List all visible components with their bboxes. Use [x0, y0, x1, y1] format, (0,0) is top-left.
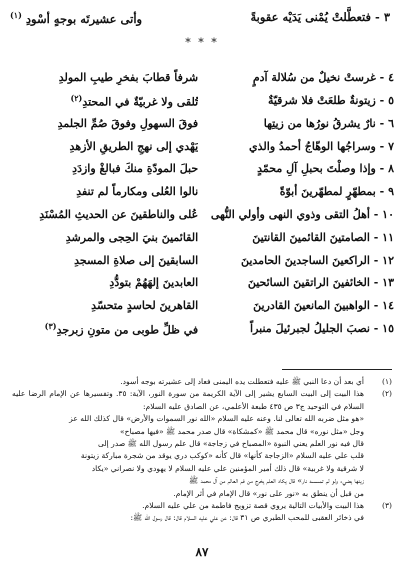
footnote-continuation: لا شرقية ولا غربية» قال ذلك أمير المؤمنين علي عليه السلام لا يهودي ولا نصراني «يكاد — [91, 463, 364, 473]
verse-second-hemistich — [10, 273, 198, 292]
footnote-text: هذا البيت والأبيات التالية يروي قصة تزويج فاطمة من علي عليه السلام. — [142, 501, 364, 511]
verse-second-hemistich — [10, 205, 198, 224]
verse-second-text: شرفاً قطابَ بفخرِ طيبِ المولدِ — [58, 71, 199, 85]
verse-second-text: العابدينَ إلهَهُمْ بتودُّدِ — [109, 276, 199, 290]
verse-second-text: حبلَ المودّةِ منكَ فبالغْ وازدَدِ — [72, 162, 199, 176]
verse-line — [10, 136, 394, 156]
footnote-continuation: قال فيه نور العلم يعني النبوة «المصباح في زجاجة» قال علم رسول الله ﷺ صدر إلى — [98, 439, 364, 449]
verse-second-text: القاهرينَ لحاسدٍ متحسّدِ — [91, 299, 199, 313]
verse-first-hemistich: ٧ - وسراجُها الوهّاجُ أحمدُ والذي — [249, 139, 394, 153]
verse-second-hemistich — [10, 10, 142, 26]
footnote-continuation: في ذخائر العقبى للمحب الطبري ص ٣١ قال: عن علي عليه السلام قال: قال رسول الله ﷺ: — [130, 513, 364, 523]
verse-line — [10, 68, 394, 88]
verse-first-hemistich: ٦ - نارٌ يشرقُ نورُها من زيتِها — [263, 116, 394, 130]
section-separator: * * * — [185, 36, 219, 49]
verse-first-hemistich: ١٢ - الراكعينَ الساجدينَ الحامدينَ — [240, 253, 394, 267]
verse-line — [10, 250, 394, 270]
footnote-continuation: وجل «مثل نوره» قال محمد ﷺ «كمشكاة» قال صدر محمد ﷺ «فيها مصباح» — [120, 426, 364, 436]
verse-second-hemistich — [10, 159, 198, 178]
footnote-ref: (٢) — [70, 93, 83, 104]
verse-first-hemistich: ١١ - الصامتينَ القائمينَ القانتينَ — [252, 230, 394, 244]
footnote-number: (٣) — [381, 501, 392, 511]
verse-second-hemistich — [10, 317, 198, 340]
verse-line — [10, 296, 394, 316]
footnote-number: (١) — [381, 377, 392, 386]
verse-line — [10, 114, 394, 134]
verse-line — [10, 227, 394, 247]
verse-second-hemistich — [10, 137, 198, 156]
verse-line — [10, 273, 394, 293]
footnote-ref: (١) — [10, 10, 22, 20]
verse-first-hemistich: ٤ - غرستْ نخيلٌ من سُلالة آدمٍ — [252, 71, 394, 85]
verse-second-text: فوقَ السهولِ وفوقَ صُمِّ الجلمدِ — [57, 116, 199, 130]
footnote-text: هذا البيت إلى البيت السابع يشير إلى الآية الكريمة من سورة النور، الآية: ٣٥. وتفسيرها عن الإمام الرضا عليه السلام في التوحيد ج٣ ص ٤٣٥ طبعة الأعلمي، عن الصادق عليه السلام: — [12, 389, 364, 411]
verse-second-text: نالوا العُلى ومكارماً لم تنفدِ — [76, 185, 199, 199]
verse-first-hemistich: ٩ - بمطهّرٍ لمطهّرينَ أبوّةً — [279, 185, 394, 199]
footnote — [12, 388, 392, 500]
footnote-text: أي بعد أن دعا النبي ﷺ عليه فتعطلت يده اليمنى فعاد إلى عشيرته بوجه أسود. — [120, 377, 364, 386]
verse-second-text: السابقينَ إلى صلاةِ المسجدِ — [74, 253, 199, 267]
verse-second-text: عُلى والناطقينَ عن الحديثِ المُسْنَدِ — [39, 207, 199, 221]
footnote-divider — [282, 369, 392, 370]
verse-second-hemistich — [10, 114, 198, 133]
verse-first-hemistich: ٣ - فتعطَّلتْ يُمْنى يَدَيْه عقوبةً — [250, 10, 390, 24]
verse-first-hemistich: ١٥ - نصبَ الجليلُ لجبرئيلَ منبراً — [250, 321, 394, 335]
footnote — [12, 376, 392, 388]
footnote-continuation: من قبل أن ينطق به «نور على نور» قال الإمام في أثر الإمام. — [173, 488, 364, 498]
verse-line — [10, 205, 394, 225]
verse-first-hemistich: ٨ - وإذا وصلْتَ بحبلِ آلِ محمّدٍ — [257, 162, 394, 176]
verse-line — [10, 159, 394, 179]
verse-second-hemistich — [10, 68, 198, 87]
footnote-ref: (٣) — [44, 321, 57, 332]
verse-line — [10, 91, 394, 111]
footnote-number: (٢) — [381, 389, 392, 399]
verse-line — [10, 319, 394, 339]
continued-verse — [10, 10, 390, 26]
verse-second-hemistich — [10, 251, 198, 270]
verse-line — [10, 182, 394, 202]
footnote-continuation: زيتها يضيء ولو لم تمسسه نار» قال يكاد العلم يخرج من فم العالم من آل محمد ﷺ — [189, 476, 364, 486]
verse-first-hemistich: ٥ - زيتونةٌ طلعَتْ فلا شرقيّةٌ — [267, 94, 394, 108]
page-number: ٨٧ — [195, 545, 209, 559]
verse-second-text: وأتى عشيرتَه بوجهٍ أسْودِ — [25, 11, 143, 26]
verse-second-hemistich — [10, 182, 198, 201]
verse-second-text: في ظلِّ طوبى من متونِ زبرجدِ — [56, 323, 199, 337]
verse-second-hemistich — [10, 89, 198, 112]
verse-first-hemistich: ١٠ - أهلُ التقى وذوي النهى وأولي النُّهى — [210, 207, 394, 221]
poem — [10, 68, 394, 338]
verse-second-hemistich — [10, 296, 198, 315]
verse-second-text: تُلقى ولا غربيّةٌ في المحتدِ — [82, 95, 199, 109]
footnote-continuation: قلب علي عليه السلام «الزجاجة كأنها» قال كأنه «كوكب دري يوقد من شجرة مباركة زيتونة — [80, 451, 364, 461]
verse-second-text: يَهْدي إلى نهجِ الطريقِ الأزهدِ — [69, 139, 199, 153]
footnote — [12, 500, 392, 525]
verse-second-text: القائمينَ بنيَ الحِجى والمرشدِ — [65, 230, 199, 244]
verse-first-hemistich: ١٣ - الخائفينَ الراتقينَ السائحينَ — [247, 276, 394, 290]
verse-second-hemistich — [10, 228, 198, 247]
footnote-continuation: «هو مثل ضربه الله تعالى لنا. وعنه عليه السلام «الله نور السموات والأرض» قال كذلك الله عز — [69, 414, 364, 424]
verse-first-hemistich: ١٤ - الواهبينَ المانعينَ القادرينَ — [253, 299, 394, 313]
footnotes — [12, 376, 392, 525]
